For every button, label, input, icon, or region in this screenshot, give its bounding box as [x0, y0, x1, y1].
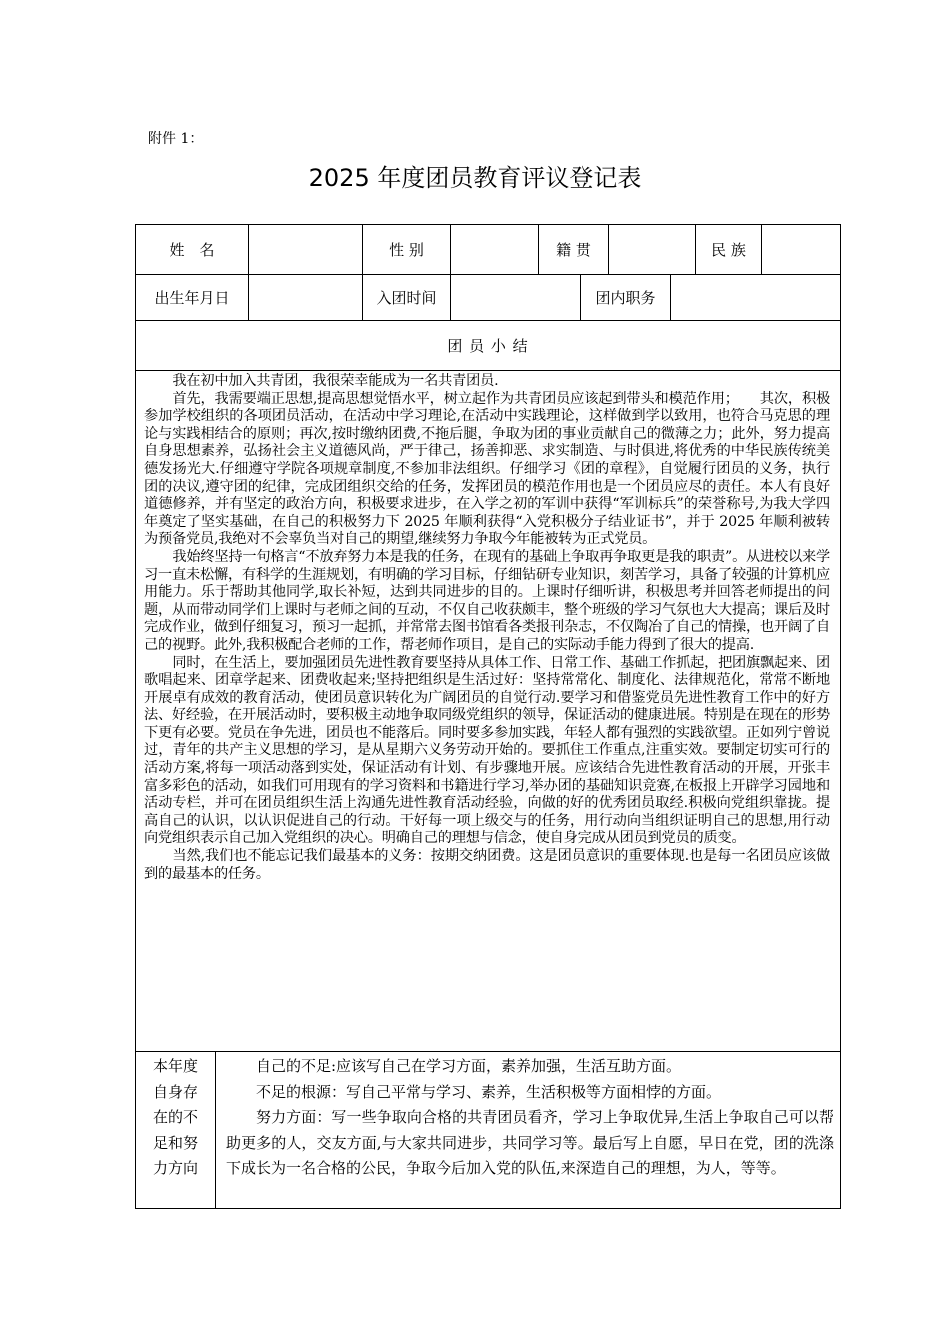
registration-form — [135, 224, 841, 1209]
birth-date-field[interactable] — [249, 275, 363, 320]
summary-paragraph: 当然,我们也不能忘记我们最基本的义务：按期交纳团费。这是团员意识的重要体现.也是每一名团员应该做到的最基本的任务。 — [144, 848, 830, 882]
birth-date-label: 出生年月日 — [136, 275, 249, 320]
form-row-self-review — [136, 1052, 840, 1208]
self-review-paragraph: 自己的不足:应该写自己在学习方面，素养加强，生活互助方面。 — [256, 1057, 682, 1075]
summary-paragraph: 我始终坚持一句格言“不放弃努力本是我的任务，在现有的基础上争取再争取更是我的职责”。从进校以来学习一直未松懈，有科学的生涯规划，有明确的学习目标，仔细钻研专业知识，刻苦学习，具备了较强的计算机应用能力。乐于帮助其他同学,取长补短，达到共同进步的目的。上课时仔细听讲，积极思考并回答老师提出的问题，从而带动同学们上课时与老师之间的互动，不仅自己收获颇丰，整个班级的学习气氛也大大提高；课后及时完成作业，做到仔细复习，预习一起抓，并常常去图书馆看各类报刊杂志，不仅陶冶了自己的情操，也开阔了自己的视野。此外,我积极配合老师的工作，帮老师作项目，是自己的实际动手能力得到了很大的提高. — [144, 548, 830, 653]
self-review-paragraph: 努力方面：写一些争取向合格的共青团员看齐，学习上争取优异,生活上争取自己可以帮助更多的人，交友方面,与大家共同进步，共同学习等。最后写上自愿，早日在党，团的洗涤下成长为一名合格的公民，争取今后加入党的队伍,来深造自己的理想，为人，等等。 — [226, 1108, 834, 1177]
gender-field[interactable] — [451, 225, 539, 274]
attachment-label: 附件 1： — [148, 131, 204, 147]
origin-label: 籍 贯 — [539, 225, 609, 274]
self-review-label: 本年度自身存在的不足和努力方向 — [136, 1052, 216, 1208]
join-date-field[interactable] — [451, 275, 581, 320]
self-review-text-area[interactable] — [216, 1052, 840, 1208]
ethnicity-field[interactable] — [762, 225, 840, 274]
position-label: 团内职务 — [581, 275, 671, 320]
gender-label: 性 别 — [363, 225, 451, 274]
form-row-membership-info — [136, 275, 840, 321]
name-field[interactable] — [249, 225, 363, 274]
summary-text-area[interactable] — [136, 371, 840, 1051]
summary-paragraph: 同时，在生活上，要加强团员先进性教育要坚持从具体工作、日常工作、基础工作抓起，把团旗飘起来、团歌唱起来、团章学起来、团费收起来;坚持把组织是生活过好：坚持常常化、制度化、法律规范化，常常不断地开展卓有成效的教育活动，使团员意识转化为广阔团员的自觉行动.要学习和借鉴党员先进性教育工作中的好方法、好经验，在开展活动时，要积极主动地争取同级党组织的领导，保证活动的健康进展。特别是在现在的形势下更有必要。党员在争先进，团员也不能落后。同时要多参加实践，年轻人都有强烈的实践欲望。正如列宁曾说过，青年的共产主义思想的学习，是从星期六义务劳动开始的。要抓住工作重点,注重实效。要制定切实可行的活动方案,将每一项活动落到实处，保证活动有计划、有步骤地开展。应该结合先进性教育活动的开展，开张丰富多彩色的活动，如我们可用现有的学习资料和书籍进行学习,举办团的基础知识竞赛,在板报上开辟学习园地和活动专栏，并可在团员组织生活上沟通先进性教育活动经验，向做的好的优秀团员取经.积极向党组织靠拢。提高自己的认识，以认识促进自己的行动。干好每一项上级交与的任务，用行动向当组织证明自己的思想,用行动向党组织表示自己加入党组织的决心。明确自己的理想与信念，使自身完成从团员到党员的质变。 — [144, 654, 830, 847]
page-title: 2025 年度团员教育评议登记表 — [308, 164, 642, 192]
name-label: 姓 名 — [136, 225, 249, 274]
summary-paragraph: 我在初中加入共青团，我很荣幸能成为一名共青团员. — [172, 373, 499, 389]
form-row-summary — [136, 371, 840, 1052]
self-review-paragraph: 不足的根源：写自己平常与学习、素养，生活积极等方面相悖的方面。 — [256, 1082, 722, 1101]
origin-field[interactable] — [609, 225, 696, 274]
form-row-summary-heading — [136, 321, 840, 371]
ethnicity-label: 民 族 — [696, 225, 762, 274]
form-row-basic-info — [136, 225, 840, 275]
join-date-label: 入团时间 — [363, 275, 451, 320]
summary-paragraph: 首先，我需要端正思想,提高思想觉悟水平，树立起作为共青团员应该起到带头和模范作用； 其次，积极参加学校组织的各项团员活动，在活动中学习理论,在活动中实践理论，这样做到学以致用，也符合马克思的理论与实践相结合的原则；再次,按时缴纳团费,不拖后腿，争取为团的事业贡献自己的微薄之力；此外，努力提高自身思想素养，弘扬社会主义道德风尚，严于律己，扬善抑恶、求实制造、与时俱进,将优秀的中华民族传统美德发扬光大.仔细遵守学院各项规章制度,不参加非法组织。仔细学习《团的章程》，自觉履行团员的义务，执行团的决议,遵守团的纪律，完成团组织交给的任务，发挥团员的模范作用也是一个团员应尽的责任。本人有良好道德修养，并有坚定的政治方向，积极要求进步，在入学之初的军训中获得“军训标兵”的荣誉称号,为我大学四年奠定了坚实基础，在自己的积极努力下 2025 年顺利获得“入党积极分子结业证书”，并于 2025 年顺利被转为预备党员,我绝对不会辜负当对自己的期望,继续努力争取今年能被转为正式党员。 — [144, 390, 830, 548]
position-field[interactable] — [671, 275, 840, 320]
summary-heading: 团 员 小 结 — [447, 337, 529, 355]
